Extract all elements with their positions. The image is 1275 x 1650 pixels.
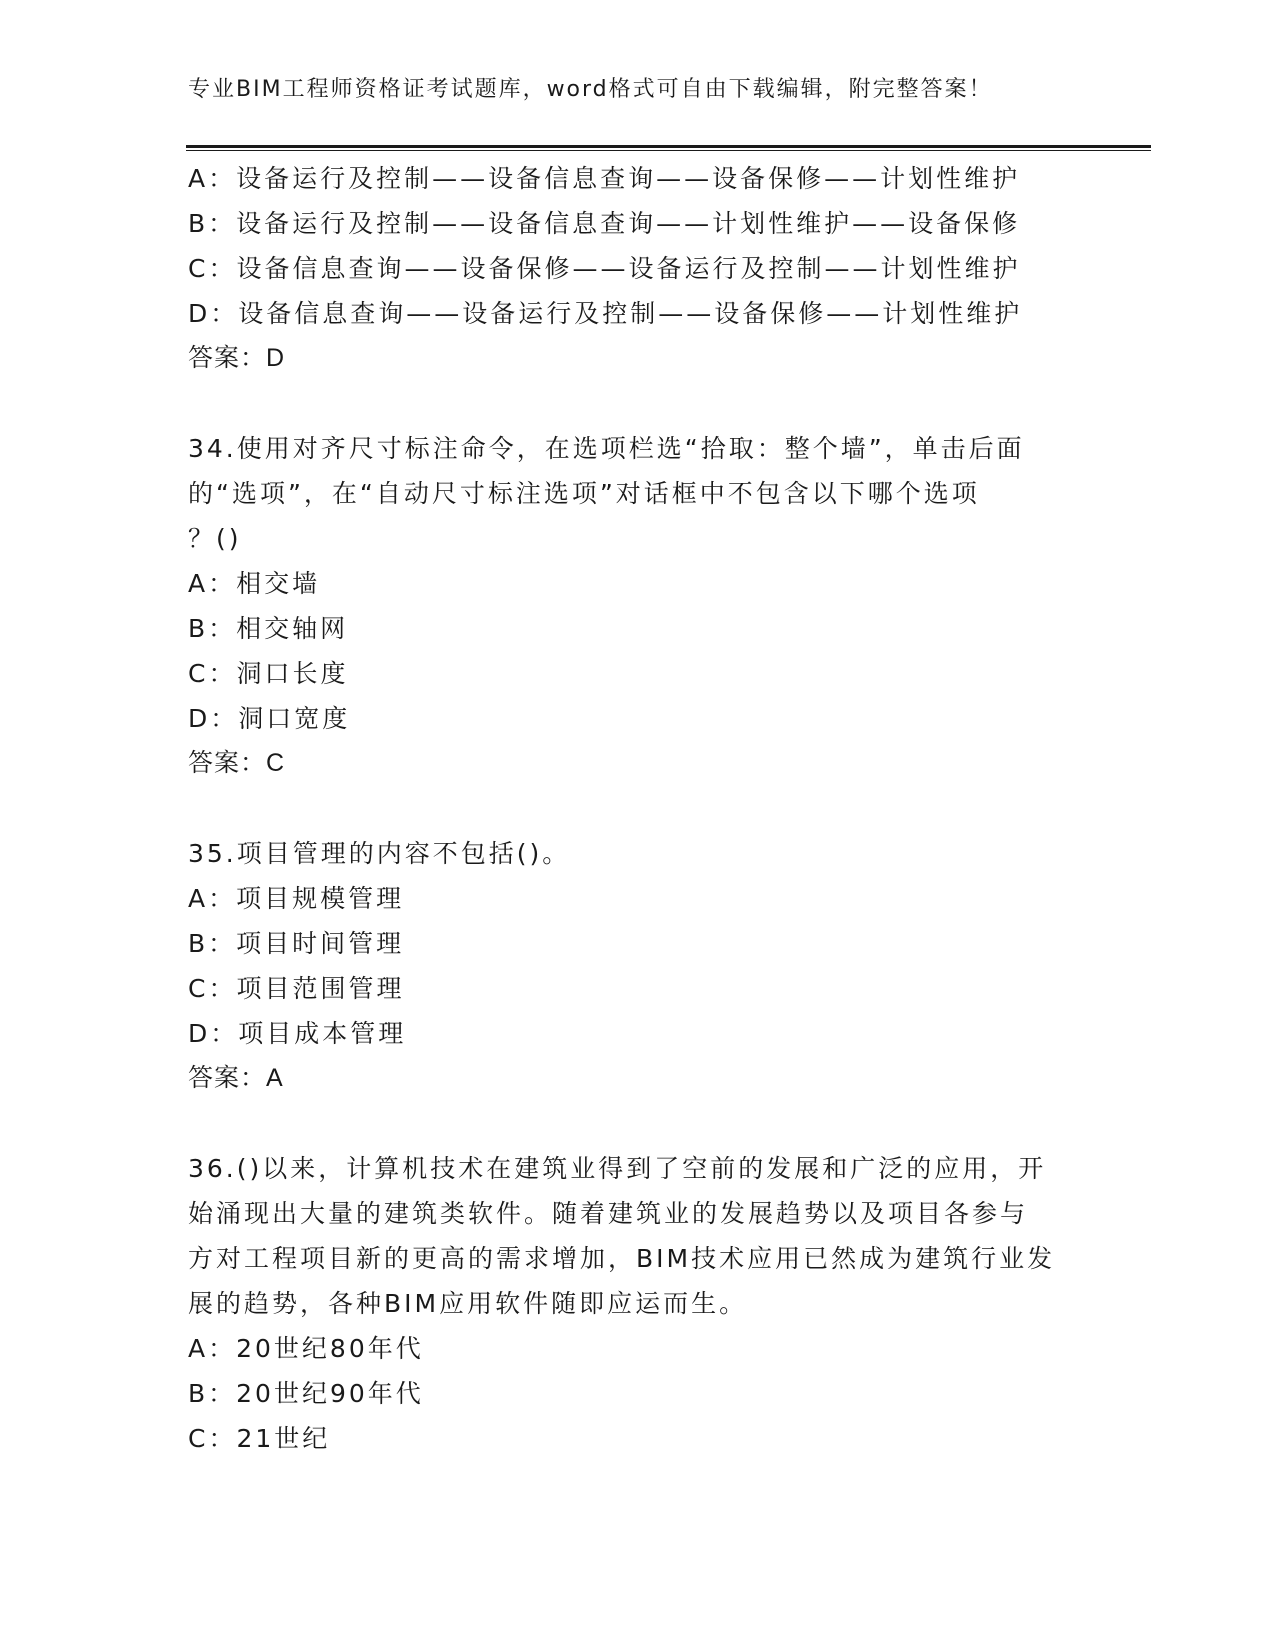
option-c: C：洞口长度 (188, 659, 349, 688)
question-35-line: 35.项目管理的内容不包括()。 (188, 839, 571, 868)
spacer (188, 1101, 1088, 1146)
question-content (188, 156, 1088, 1461)
answer: 答案：C (188, 749, 286, 777)
option-b: B：20世纪90年代 (188, 1379, 424, 1408)
option-b: B：项目时间管理 (188, 929, 405, 958)
option-b: B：相交轴网 (188, 614, 349, 643)
question-36-line: 方对工程项目新的更高的需求增加，BIM技术应用已然成为建筑行业发 (188, 1244, 1056, 1273)
option-b: B：设备运行及控制——设备信息查询——计划性维护——设备保修 (188, 209, 1021, 238)
option-a: A：设备运行及控制——设备信息查询——设备保修——计划性维护 (188, 164, 1021, 193)
spacer (188, 381, 1088, 426)
question-36-line: 始涌现出大量的建筑类软件。随着建筑业的发展趋势以及项目各参与 (188, 1199, 1029, 1228)
question-34-line: 的“选项”，在“自动尺寸标注选项”对话框中不包含以下哪个选项 (188, 479, 980, 508)
option-d: D：设备信息查询——设备运行及控制——设备保修——计划性维护 (188, 299, 1023, 328)
question-34-line: ？() (188, 524, 242, 553)
question-34-line: 34.使用对齐尺寸标注命令，在选项栏选“拾取：整个墙”，单击后面 (188, 434, 1025, 463)
option-c: C：设备信息查询——设备保修——设备运行及控制——计划性维护 (188, 254, 1021, 283)
answer: 答案：A (188, 1064, 284, 1092)
header-divider (186, 145, 1151, 148)
option-a: A：相交墙 (188, 569, 321, 598)
question-36-line: 36.()以来，计算机技术在建筑业得到了空前的发展和广泛的应用，开 (188, 1154, 1047, 1183)
option-c: C：项目范围管理 (188, 974, 405, 1003)
option-d: D：洞口宽度 (188, 704, 351, 733)
question-36-line: 展的趋势，各种BIM应用软件随即应运而生。 (188, 1289, 748, 1318)
answer: 答案：D (188, 344, 286, 372)
page-header: 专业BIM工程师资格证考试题库，word格式可自由下载编辑，附完整答案！ (188, 77, 993, 102)
option-d: D：项目成本管理 (188, 1019, 407, 1048)
header-divider-thin (186, 150, 1151, 151)
option-c: C：21世纪 (188, 1424, 331, 1453)
option-a: A：项目规模管理 (188, 884, 405, 913)
option-a: A：20世纪80年代 (188, 1334, 424, 1363)
spacer (188, 786, 1088, 831)
